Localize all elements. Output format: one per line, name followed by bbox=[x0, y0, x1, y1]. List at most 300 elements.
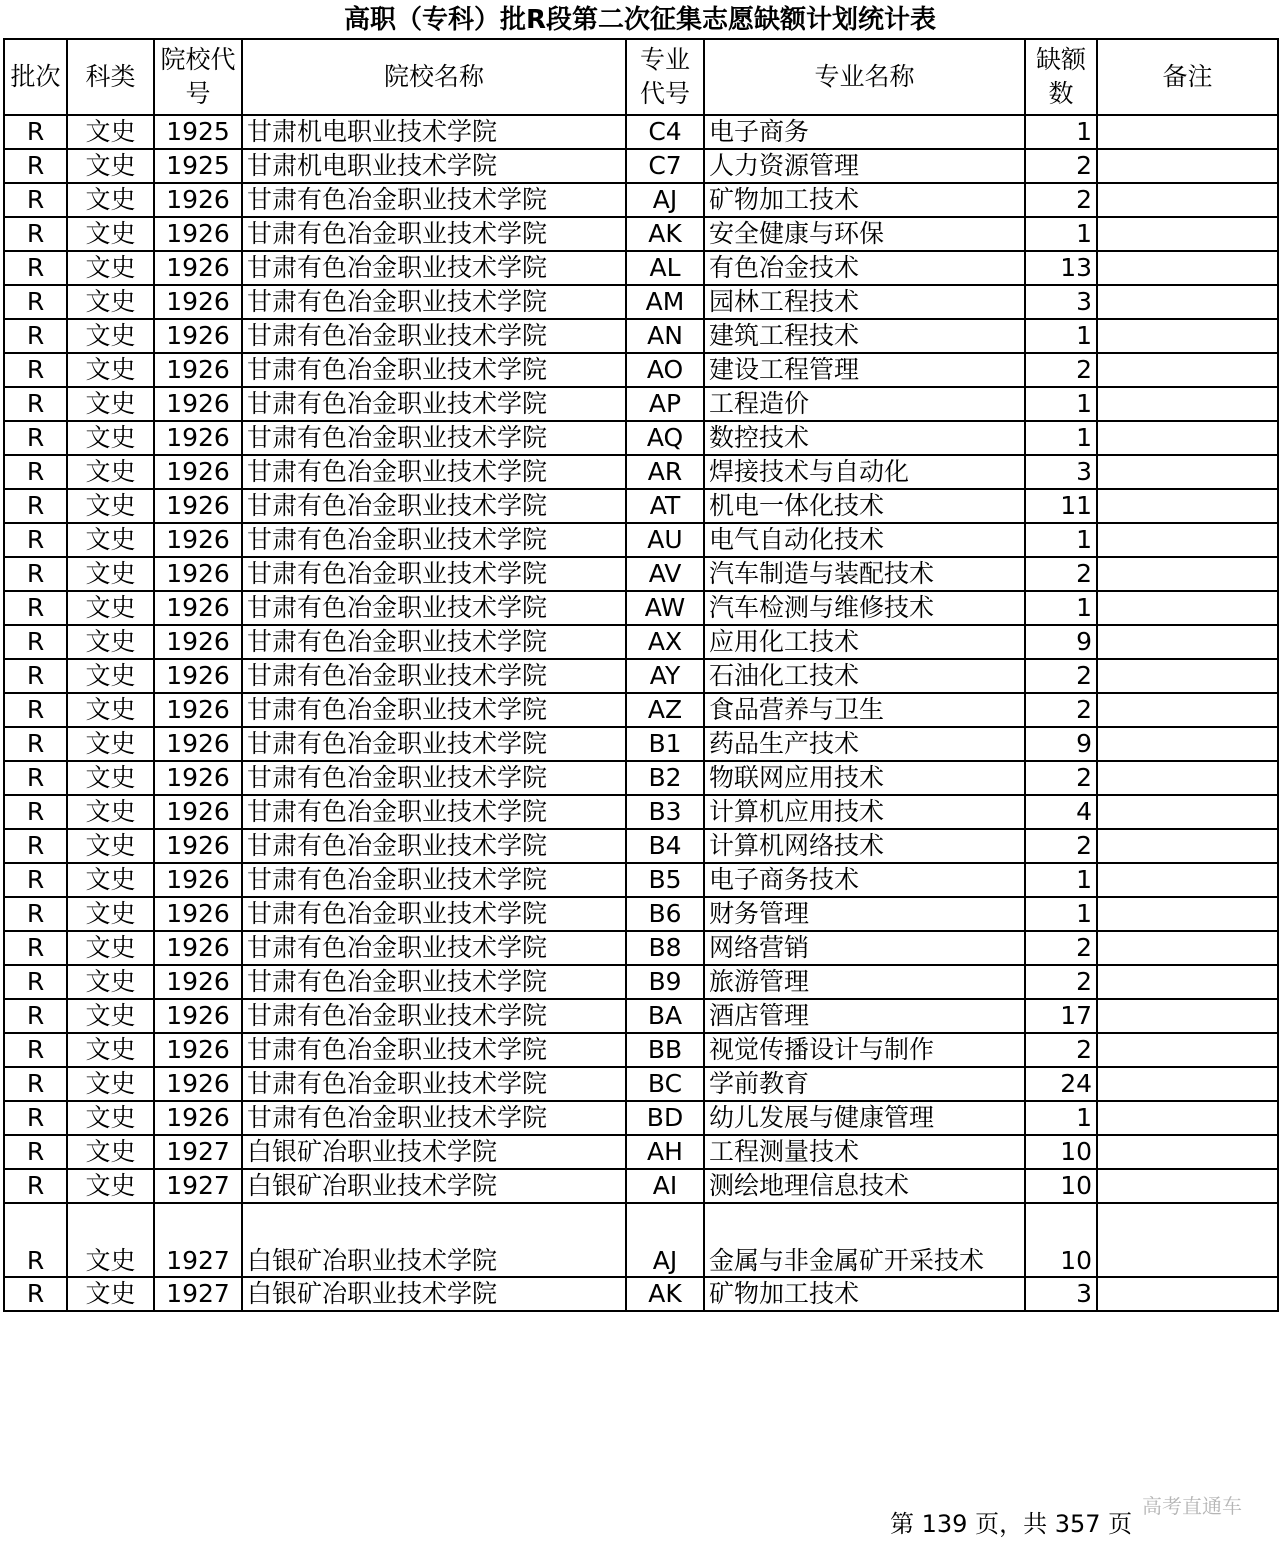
cell-school-name: 甘肃有色冶金职业技术学院 bbox=[242, 625, 626, 659]
cell-category: 文史 bbox=[67, 693, 154, 727]
cell-major-name: 视觉传播设计与制作 bbox=[704, 1033, 1025, 1067]
cell-note bbox=[1097, 727, 1278, 761]
cell-school-code: 1926 bbox=[154, 319, 242, 353]
cell-vacancy: 1 bbox=[1025, 387, 1097, 421]
cell-school-code: 1927 bbox=[154, 1277, 242, 1311]
cell-vacancy: 2 bbox=[1025, 931, 1097, 965]
table-row bbox=[4, 251, 1278, 285]
cell-vacancy: 1 bbox=[1025, 523, 1097, 557]
cell-school-name: 甘肃有色冶金职业技术学院 bbox=[242, 387, 626, 421]
cell-school-name: 甘肃有色冶金职业技术学院 bbox=[242, 1033, 626, 1067]
cell-school-name: 甘肃有色冶金职业技术学院 bbox=[242, 217, 626, 251]
cell-category: 文史 bbox=[67, 999, 154, 1033]
cell-major-code: AQ bbox=[626, 421, 704, 455]
cell-school-name: 甘肃有色冶金职业技术学院 bbox=[242, 659, 626, 693]
cell-major-code: B6 bbox=[626, 897, 704, 931]
table-row bbox=[4, 217, 1278, 251]
cell-batch: R bbox=[4, 455, 67, 489]
cell-school-name: 甘肃有色冶金职业技术学院 bbox=[242, 931, 626, 965]
cell-school-name: 甘肃有色冶金职业技术学院 bbox=[242, 897, 626, 931]
cell-major-name: 金属与非金属矿开采技术 bbox=[704, 1203, 1025, 1277]
table-row bbox=[4, 1135, 1278, 1169]
cell-vacancy: 17 bbox=[1025, 999, 1097, 1033]
cell-school-code: 1927 bbox=[154, 1135, 242, 1169]
cell-batch: R bbox=[4, 863, 67, 897]
cell-note bbox=[1097, 353, 1278, 387]
cell-note bbox=[1097, 319, 1278, 353]
cell-school-code: 1926 bbox=[154, 965, 242, 999]
cell-batch: R bbox=[4, 591, 67, 625]
cell-note bbox=[1097, 1101, 1278, 1135]
page-title: 高职（专科）批R段第二次征集志愿缺额计划统计表 bbox=[343, 5, 937, 35]
cell-batch: R bbox=[4, 115, 67, 149]
cell-batch: R bbox=[4, 557, 67, 591]
cell-school-code: 1926 bbox=[154, 931, 242, 965]
cell-major-name: 有色冶金技术 bbox=[704, 251, 1025, 285]
header-batch: 批次 bbox=[4, 39, 67, 115]
cell-batch: R bbox=[4, 1135, 67, 1169]
table-row bbox=[4, 965, 1278, 999]
cell-school-name: 甘肃有色冶金职业技术学院 bbox=[242, 965, 626, 999]
cell-school-code: 1927 bbox=[154, 1203, 242, 1277]
cell-category: 文史 bbox=[67, 183, 154, 217]
cell-note bbox=[1097, 1169, 1278, 1203]
cell-major-name: 石油化工技术 bbox=[704, 659, 1025, 693]
cell-note bbox=[1097, 149, 1278, 183]
cell-major-name: 旅游管理 bbox=[704, 965, 1025, 999]
cell-major-code: C7 bbox=[626, 149, 704, 183]
table-header-row bbox=[4, 39, 1278, 115]
cell-school-code: 1926 bbox=[154, 727, 242, 761]
cell-vacancy: 3 bbox=[1025, 455, 1097, 489]
cell-category: 文史 bbox=[67, 863, 154, 897]
cell-school-name: 甘肃机电职业技术学院 bbox=[242, 115, 626, 149]
cell-school-name: 甘肃有色冶金职业技术学院 bbox=[242, 1067, 626, 1101]
cell-batch: R bbox=[4, 1101, 67, 1135]
cell-batch: R bbox=[4, 523, 67, 557]
cell-vacancy: 9 bbox=[1025, 727, 1097, 761]
cell-batch: R bbox=[4, 897, 67, 931]
cell-major-name: 建设工程管理 bbox=[704, 353, 1025, 387]
cell-batch: R bbox=[4, 829, 67, 863]
cell-vacancy: 1 bbox=[1025, 897, 1097, 931]
cell-major-name: 建筑工程技术 bbox=[704, 319, 1025, 353]
cell-school-code: 1926 bbox=[154, 659, 242, 693]
cell-note bbox=[1097, 285, 1278, 319]
cell-batch: R bbox=[4, 489, 67, 523]
cell-batch: R bbox=[4, 931, 67, 965]
table-row bbox=[4, 931, 1278, 965]
cell-vacancy: 2 bbox=[1025, 183, 1097, 217]
cell-batch: R bbox=[4, 1169, 67, 1203]
cell-major-code: AW bbox=[626, 591, 704, 625]
cell-major-code: BD bbox=[626, 1101, 704, 1135]
cell-major-name: 网络营销 bbox=[704, 931, 1025, 965]
cell-category: 文史 bbox=[67, 285, 154, 319]
table-row bbox=[4, 115, 1278, 149]
cell-note bbox=[1097, 557, 1278, 591]
cell-major-name: 汽车检测与维修技术 bbox=[704, 591, 1025, 625]
table-row bbox=[4, 1033, 1278, 1067]
table-row bbox=[4, 829, 1278, 863]
cell-category: 文史 bbox=[67, 523, 154, 557]
cell-school-code: 1926 bbox=[154, 999, 242, 1033]
cell-category: 文史 bbox=[67, 149, 154, 183]
cell-major-code: B8 bbox=[626, 931, 704, 965]
cell-major-code: B3 bbox=[626, 795, 704, 829]
cell-school-code: 1926 bbox=[154, 285, 242, 319]
cell-major-code: AM bbox=[626, 285, 704, 319]
cell-major-code: B1 bbox=[626, 727, 704, 761]
cell-school-name: 白银矿冶职业技术学院 bbox=[242, 1135, 626, 1169]
cell-batch: R bbox=[4, 251, 67, 285]
cell-school-name: 甘肃有色冶金职业技术学院 bbox=[242, 1101, 626, 1135]
cell-vacancy: 11 bbox=[1025, 489, 1097, 523]
cell-school-name: 甘肃有色冶金职业技术学院 bbox=[242, 999, 626, 1033]
cell-major-code: AJ bbox=[626, 183, 704, 217]
cell-category: 文史 bbox=[67, 217, 154, 251]
cell-major-name: 电子商务 bbox=[704, 115, 1025, 149]
cell-note bbox=[1097, 965, 1278, 999]
cell-major-name: 焊接技术与自动化 bbox=[704, 455, 1025, 489]
cell-note bbox=[1097, 693, 1278, 727]
cell-note bbox=[1097, 217, 1278, 251]
cell-major-name: 测绘地理信息技术 bbox=[704, 1169, 1025, 1203]
table-row bbox=[4, 1277, 1278, 1311]
cell-major-name: 安全健康与环保 bbox=[704, 217, 1025, 251]
cell-vacancy: 2 bbox=[1025, 965, 1097, 999]
table-row bbox=[4, 591, 1278, 625]
table-row bbox=[4, 421, 1278, 455]
cell-school-code: 1926 bbox=[154, 625, 242, 659]
cell-school-code: 1926 bbox=[154, 251, 242, 285]
table-row bbox=[4, 1067, 1278, 1101]
cell-category: 文史 bbox=[67, 1135, 154, 1169]
cell-school-code: 1926 bbox=[154, 217, 242, 251]
cell-category: 文史 bbox=[67, 659, 154, 693]
cell-major-code: AN bbox=[626, 319, 704, 353]
cell-school-code: 1926 bbox=[154, 693, 242, 727]
table-row bbox=[4, 1101, 1278, 1135]
cell-batch: R bbox=[4, 217, 67, 251]
cell-note bbox=[1097, 387, 1278, 421]
cell-vacancy: 10 bbox=[1025, 1135, 1097, 1169]
cell-batch: R bbox=[4, 965, 67, 999]
table-row bbox=[4, 557, 1278, 591]
cell-major-name: 电子商务技术 bbox=[704, 863, 1025, 897]
cell-major-name: 财务管理 bbox=[704, 897, 1025, 931]
cell-major-name: 食品营养与卫生 bbox=[704, 693, 1025, 727]
cell-major-name: 汽车制造与装配技术 bbox=[704, 557, 1025, 591]
cell-vacancy: 1 bbox=[1025, 217, 1097, 251]
cell-major-name: 应用化工技术 bbox=[704, 625, 1025, 659]
cell-school-name: 甘肃有色冶金职业技术学院 bbox=[242, 353, 626, 387]
cell-school-name: 甘肃有色冶金职业技术学院 bbox=[242, 285, 626, 319]
cell-major-name: 矿物加工技术 bbox=[704, 183, 1025, 217]
table-row bbox=[4, 863, 1278, 897]
cell-note bbox=[1097, 795, 1278, 829]
table-row bbox=[4, 353, 1278, 387]
header-category: 科类 bbox=[67, 39, 154, 115]
vacancy-table bbox=[3, 38, 1279, 1312]
cell-school-name: 甘肃有色冶金职业技术学院 bbox=[242, 455, 626, 489]
cell-category: 文史 bbox=[67, 761, 154, 795]
cell-note bbox=[1097, 115, 1278, 149]
table-row bbox=[4, 1203, 1278, 1277]
cell-vacancy: 2 bbox=[1025, 693, 1097, 727]
cell-note bbox=[1097, 455, 1278, 489]
cell-category: 文史 bbox=[67, 1033, 154, 1067]
cell-vacancy: 2 bbox=[1025, 1033, 1097, 1067]
cell-school-code: 1927 bbox=[154, 1169, 242, 1203]
cell-batch: R bbox=[4, 693, 67, 727]
cell-major-code: AR bbox=[626, 455, 704, 489]
cell-batch: R bbox=[4, 387, 67, 421]
table-row bbox=[4, 897, 1278, 931]
cell-category: 文史 bbox=[67, 1101, 154, 1135]
cell-school-name: 甘肃有色冶金职业技术学院 bbox=[242, 489, 626, 523]
cell-major-name: 计算机网络技术 bbox=[704, 829, 1025, 863]
table-row bbox=[4, 1169, 1278, 1203]
cell-school-name: 甘肃有色冶金职业技术学院 bbox=[242, 795, 626, 829]
cell-note bbox=[1097, 659, 1278, 693]
cell-school-name: 甘肃有色冶金职业技术学院 bbox=[242, 523, 626, 557]
cell-major-name: 药品生产技术 bbox=[704, 727, 1025, 761]
cell-vacancy: 2 bbox=[1025, 149, 1097, 183]
cell-note bbox=[1097, 999, 1278, 1033]
cell-batch: R bbox=[4, 353, 67, 387]
cell-school-name: 白银矿冶职业技术学院 bbox=[242, 1203, 626, 1277]
cell-batch: R bbox=[4, 727, 67, 761]
cell-category: 文史 bbox=[67, 387, 154, 421]
cell-vacancy: 1 bbox=[1025, 319, 1097, 353]
header-major-code: 专业代号 bbox=[626, 39, 704, 115]
cell-note bbox=[1097, 897, 1278, 931]
cell-vacancy: 1 bbox=[1025, 1101, 1097, 1135]
cell-major-code: AU bbox=[626, 523, 704, 557]
cell-category: 文史 bbox=[67, 421, 154, 455]
cell-batch: R bbox=[4, 999, 67, 1033]
cell-major-name: 机电一体化技术 bbox=[704, 489, 1025, 523]
cell-school-name: 甘肃有色冶金职业技术学院 bbox=[242, 863, 626, 897]
cell-major-code: AZ bbox=[626, 693, 704, 727]
header-school-name: 院校名称 bbox=[242, 39, 626, 115]
cell-vacancy: 24 bbox=[1025, 1067, 1097, 1101]
cell-note bbox=[1097, 251, 1278, 285]
cell-category: 文史 bbox=[67, 829, 154, 863]
cell-school-code: 1926 bbox=[154, 489, 242, 523]
cell-vacancy: 1 bbox=[1025, 115, 1097, 149]
cell-vacancy: 4 bbox=[1025, 795, 1097, 829]
cell-major-code: AT bbox=[626, 489, 704, 523]
cell-school-code: 1926 bbox=[154, 387, 242, 421]
cell-category: 文史 bbox=[67, 727, 154, 761]
cell-school-name: 甘肃有色冶金职业技术学院 bbox=[242, 761, 626, 795]
cell-major-code: AK bbox=[626, 217, 704, 251]
cell-major-code: AX bbox=[626, 625, 704, 659]
cell-vacancy: 1 bbox=[1025, 421, 1097, 455]
cell-category: 文史 bbox=[67, 1067, 154, 1101]
cell-major-name: 学前教育 bbox=[704, 1067, 1025, 1101]
page-footer: 第 139 页，共 357 页 bbox=[890, 1510, 1133, 1538]
cell-category: 文史 bbox=[67, 965, 154, 999]
cell-vacancy: 10 bbox=[1025, 1169, 1097, 1203]
cell-category: 文史 bbox=[67, 115, 154, 149]
header-school-code: 院校代号 bbox=[154, 39, 242, 115]
cell-batch: R bbox=[4, 421, 67, 455]
cell-vacancy: 10 bbox=[1025, 1203, 1097, 1277]
cell-major-code: BB bbox=[626, 1033, 704, 1067]
cell-school-code: 1926 bbox=[154, 1067, 242, 1101]
cell-major-name: 矿物加工技术 bbox=[704, 1277, 1025, 1311]
cell-major-code: BC bbox=[626, 1067, 704, 1101]
table-row bbox=[4, 659, 1278, 693]
cell-major-code: AJ bbox=[626, 1203, 704, 1277]
cell-batch: R bbox=[4, 795, 67, 829]
cell-major-name: 数控技术 bbox=[704, 421, 1025, 455]
cell-batch: R bbox=[4, 659, 67, 693]
cell-school-code: 1926 bbox=[154, 1033, 242, 1067]
cell-major-code: AL bbox=[626, 251, 704, 285]
table-body bbox=[4, 115, 1278, 1311]
cell-category: 文史 bbox=[67, 251, 154, 285]
cell-school-name: 甘肃有色冶金职业技术学院 bbox=[242, 319, 626, 353]
cell-batch: R bbox=[4, 285, 67, 319]
cell-note bbox=[1097, 523, 1278, 557]
cell-major-name: 计算机应用技术 bbox=[704, 795, 1025, 829]
cell-major-name: 人力资源管理 bbox=[704, 149, 1025, 183]
cell-note bbox=[1097, 761, 1278, 795]
cell-note bbox=[1097, 489, 1278, 523]
cell-category: 文史 bbox=[67, 455, 154, 489]
cell-vacancy: 3 bbox=[1025, 285, 1097, 319]
cell-school-code: 1926 bbox=[154, 795, 242, 829]
cell-school-code: 1926 bbox=[154, 591, 242, 625]
cell-school-code: 1926 bbox=[154, 863, 242, 897]
table-row bbox=[4, 523, 1278, 557]
cell-school-code: 1925 bbox=[154, 115, 242, 149]
cell-school-code: 1926 bbox=[154, 761, 242, 795]
cell-major-name: 电气自动化技术 bbox=[704, 523, 1025, 557]
cell-batch: R bbox=[4, 319, 67, 353]
cell-note bbox=[1097, 625, 1278, 659]
cell-category: 文史 bbox=[67, 489, 154, 523]
cell-major-code: B2 bbox=[626, 761, 704, 795]
cell-school-name: 甘肃有色冶金职业技术学院 bbox=[242, 829, 626, 863]
cell-major-name: 物联网应用技术 bbox=[704, 761, 1025, 795]
cell-school-name: 甘肃有色冶金职业技术学院 bbox=[242, 591, 626, 625]
cell-vacancy: 2 bbox=[1025, 829, 1097, 863]
cell-school-code: 1925 bbox=[154, 149, 242, 183]
cell-note bbox=[1097, 1135, 1278, 1169]
cell-school-code: 1926 bbox=[154, 353, 242, 387]
cell-school-code: 1926 bbox=[154, 421, 242, 455]
table-row bbox=[4, 761, 1278, 795]
cell-school-code: 1926 bbox=[154, 557, 242, 591]
table-row bbox=[4, 693, 1278, 727]
cell-school-name: 白银矿冶职业技术学院 bbox=[242, 1169, 626, 1203]
cell-school-name: 甘肃机电职业技术学院 bbox=[242, 149, 626, 183]
table-row bbox=[4, 795, 1278, 829]
cell-school-code: 1926 bbox=[154, 183, 242, 217]
cell-school-name: 白银矿冶职业技术学院 bbox=[242, 1277, 626, 1311]
cell-vacancy: 2 bbox=[1025, 659, 1097, 693]
header-vacancy: 缺额数 bbox=[1025, 39, 1097, 115]
cell-school-name: 甘肃有色冶金职业技术学院 bbox=[242, 557, 626, 591]
header-major-name: 专业名称 bbox=[704, 39, 1025, 115]
cell-vacancy: 9 bbox=[1025, 625, 1097, 659]
cell-note bbox=[1097, 1277, 1278, 1311]
cell-batch: R bbox=[4, 149, 67, 183]
table-row bbox=[4, 285, 1278, 319]
cell-major-code: C4 bbox=[626, 115, 704, 149]
cell-school-name: 甘肃有色冶金职业技术学院 bbox=[242, 421, 626, 455]
cell-category: 文史 bbox=[67, 1169, 154, 1203]
cell-school-name: 甘肃有色冶金职业技术学院 bbox=[242, 727, 626, 761]
cell-category: 文史 bbox=[67, 591, 154, 625]
cell-school-name: 甘肃有色冶金职业技术学院 bbox=[242, 693, 626, 727]
cell-school-name: 甘肃有色冶金职业技术学院 bbox=[242, 251, 626, 285]
cell-note bbox=[1097, 183, 1278, 217]
cell-school-name: 甘肃有色冶金职业技术学院 bbox=[242, 183, 626, 217]
cell-batch: R bbox=[4, 625, 67, 659]
cell-vacancy: 2 bbox=[1025, 353, 1097, 387]
watermark: 高考直通车 bbox=[1142, 1494, 1242, 1518]
table-row bbox=[4, 387, 1278, 421]
table-row bbox=[4, 625, 1278, 659]
cell-category: 文史 bbox=[67, 897, 154, 931]
cell-school-code: 1926 bbox=[154, 455, 242, 489]
cell-major-name: 工程造价 bbox=[704, 387, 1025, 421]
cell-note bbox=[1097, 591, 1278, 625]
cell-major-code: B9 bbox=[626, 965, 704, 999]
cell-category: 文史 bbox=[67, 557, 154, 591]
cell-major-code: AY bbox=[626, 659, 704, 693]
cell-category: 文史 bbox=[67, 625, 154, 659]
cell-note bbox=[1097, 1067, 1278, 1101]
cell-note bbox=[1097, 421, 1278, 455]
cell-major-code: B4 bbox=[626, 829, 704, 863]
table-row bbox=[4, 455, 1278, 489]
table-row bbox=[4, 149, 1278, 183]
cell-category: 文史 bbox=[67, 353, 154, 387]
cell-school-code: 1926 bbox=[154, 1101, 242, 1135]
table-row bbox=[4, 999, 1278, 1033]
cell-batch: R bbox=[4, 761, 67, 795]
cell-category: 文史 bbox=[67, 795, 154, 829]
cell-vacancy: 3 bbox=[1025, 1277, 1097, 1311]
cell-category: 文史 bbox=[67, 1277, 154, 1311]
cell-vacancy: 1 bbox=[1025, 863, 1097, 897]
table-row bbox=[4, 489, 1278, 523]
cell-category: 文史 bbox=[67, 1203, 154, 1277]
cell-major-code: AH bbox=[626, 1135, 704, 1169]
cell-batch: R bbox=[4, 1203, 67, 1277]
header-note: 备注 bbox=[1097, 39, 1278, 115]
cell-batch: R bbox=[4, 1277, 67, 1311]
cell-note bbox=[1097, 829, 1278, 863]
cell-major-code: AK bbox=[626, 1277, 704, 1311]
cell-major-code: AO bbox=[626, 353, 704, 387]
cell-school-code: 1926 bbox=[154, 829, 242, 863]
cell-vacancy: 2 bbox=[1025, 761, 1097, 795]
cell-batch: R bbox=[4, 1067, 67, 1101]
cell-major-code: AI bbox=[626, 1169, 704, 1203]
cell-vacancy: 1 bbox=[1025, 591, 1097, 625]
cell-major-code: AV bbox=[626, 557, 704, 591]
cell-major-code: BA bbox=[626, 999, 704, 1033]
cell-major-code: B5 bbox=[626, 863, 704, 897]
